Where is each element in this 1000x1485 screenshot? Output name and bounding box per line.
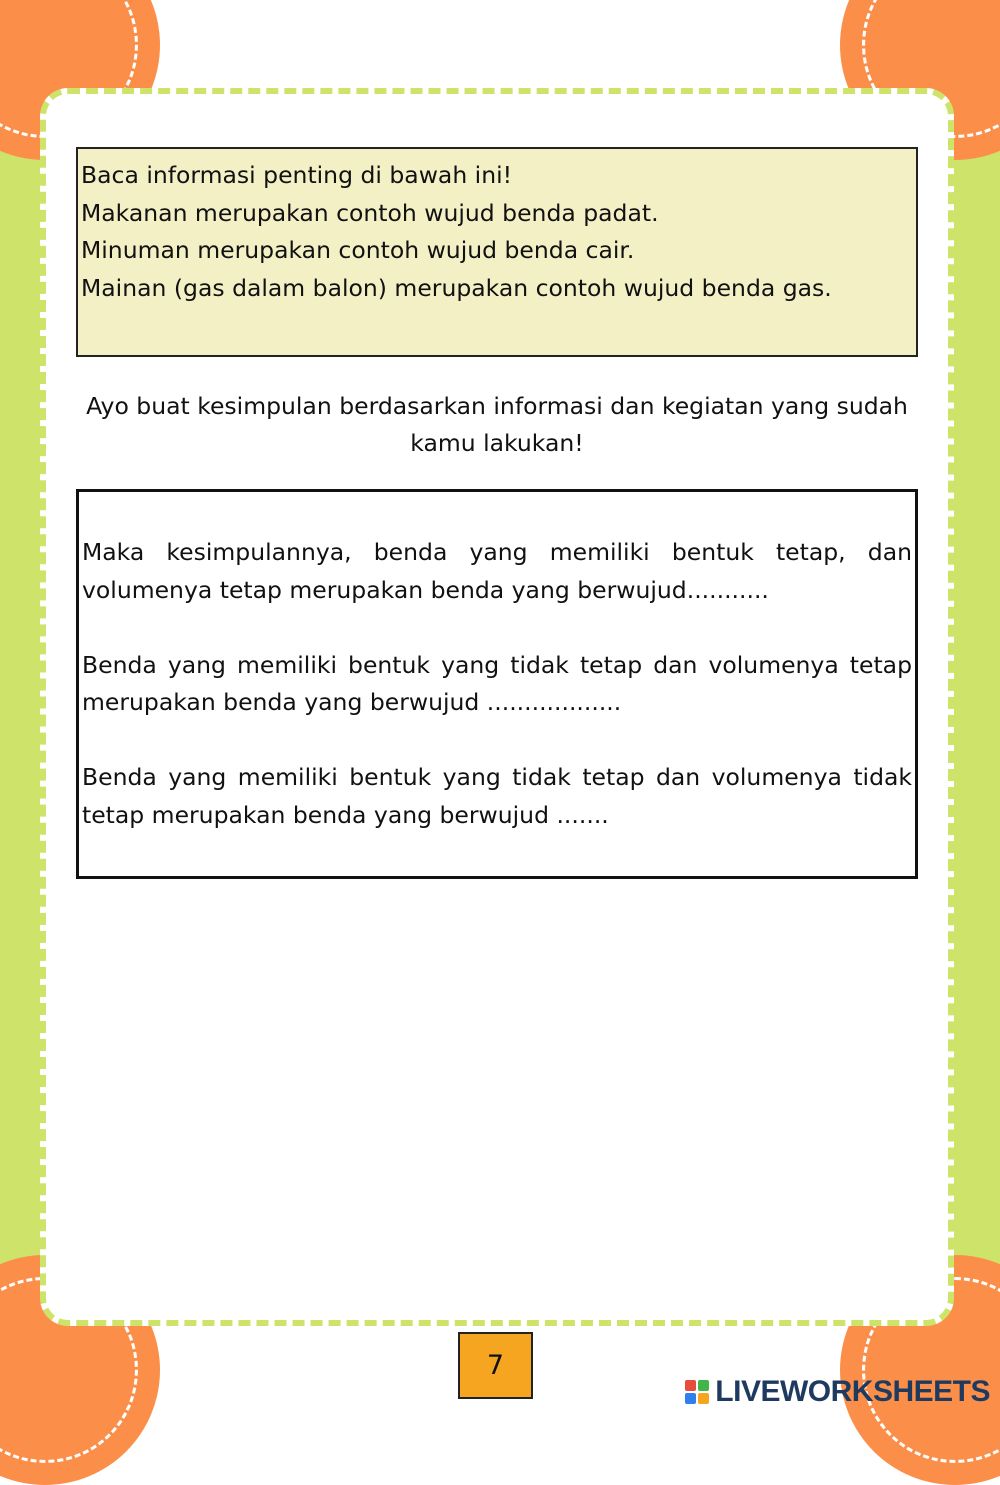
info-heading: Baca informasi penting di bawah ini! <box>81 161 513 189</box>
logo-tile <box>685 1380 696 1391</box>
conclusion-gas: Benda yang memiliki bentuk yang tidak tetap dan volumenya tidak tetap merupakan benda yang berwujud ....... <box>82 763 912 829</box>
logo-tile <box>698 1393 709 1404</box>
conclusion-box <box>76 489 918 879</box>
brand-watermark <box>685 1372 990 1412</box>
info-box <box>76 147 918 357</box>
liveworksheets-logo-icon <box>685 1380 709 1404</box>
info-solid: Makanan merupakan contoh wujud benda padat. <box>81 198 659 227</box>
brand-name: LIVEWORKSHEETS <box>715 1375 990 1408</box>
instruction-text: Ayo buat kesimpulan berdasarkan informasi dan kegiatan yang sudah kamu lakukan! <box>86 392 908 457</box>
logo-tile <box>685 1393 696 1404</box>
right-decor-band <box>950 0 1000 1415</box>
logo-tile <box>698 1380 709 1391</box>
info-liquid: Minuman merupakan contoh wujud benda cair. <box>81 236 635 264</box>
conclusion-solid: Maka kesimpulannya, benda yang memiliki bentuk tetap, dan volumenya tetap merupakan benda yang berwujud........... <box>82 538 912 604</box>
conclusion-liquid: Benda yang memiliki bentuk yang tidak tetap dan volumenya tetap merupakan benda yang berwujud .................. <box>82 650 912 716</box>
info-gas: Mainan (gas dalam balon) merupakan contoh wujud benda gas. <box>81 273 832 302</box>
page-number: 7 <box>458 1332 533 1399</box>
